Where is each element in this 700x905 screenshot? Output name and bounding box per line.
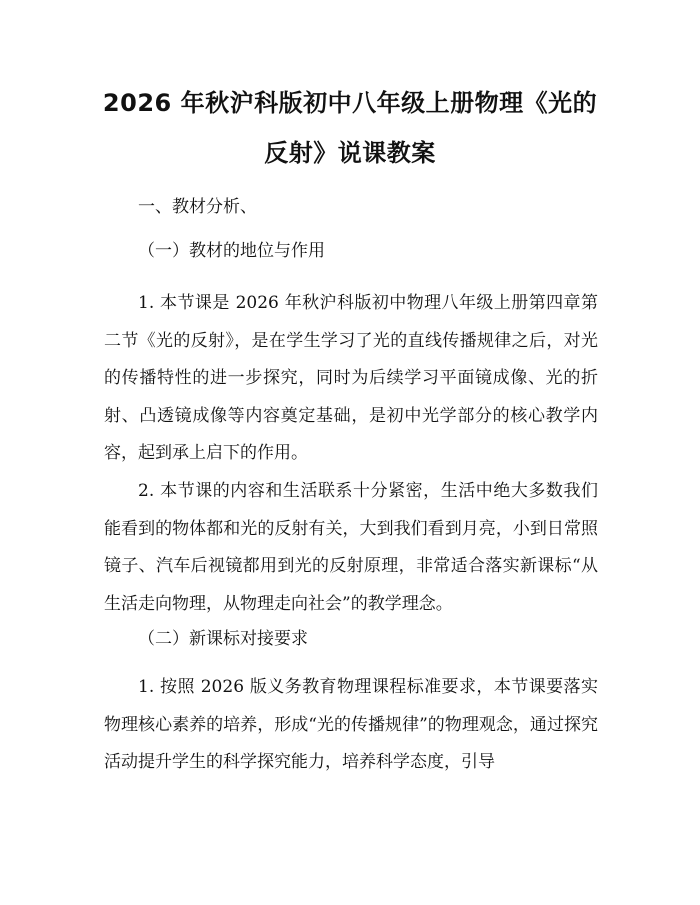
subsection-heading-curriculum-standard: （二）新课标对接要求 bbox=[138, 629, 308, 649]
document-title-line-2: 反射》说课教案 bbox=[264, 139, 436, 167]
section-heading-teaching-material-analysis: 一、教材分析、 bbox=[138, 197, 257, 217]
paragraph-3: 1. 按照 2026 版义务教育物理课程标准要求，本节课要落实物理核心素养的培养，形成“光的传播规律”的物理观念，通过探究活动提升学生的科学探究能力，培养科学态度，引导 bbox=[104, 677, 598, 772]
paragraph-2: 2. 本节课的内容和生活联系十分紧密，生活中绝大多数我们能看到的物体都和光的反射有关，大到我们看到月亮，小到日常照镜子、汽车后视镜都用到光的反射原理，非常适合落实新课标“从生活走向物理，从物理走向社会”的教学理念。 bbox=[104, 481, 598, 614]
subsection-heading-status-and-role: （一）教材的地位与作用 bbox=[138, 241, 325, 261]
paragraph-1: 1. 本节课是 2026 年秋沪科版初中物理八年级上册第四章第二节《光的反射》，是在学生学习了光的直线传播规律之后，对光的传播特性的进一步探究，同时为后续学习平面镜成像、光的折射、凸透镜成像等内容奠定基础，是初中光学部分的核心教学内容，起到承上启下的作用。 bbox=[104, 293, 598, 463]
document-title-line-1: 2026 年秋沪科版初中八年级上册物理《光的 bbox=[102, 89, 598, 117]
